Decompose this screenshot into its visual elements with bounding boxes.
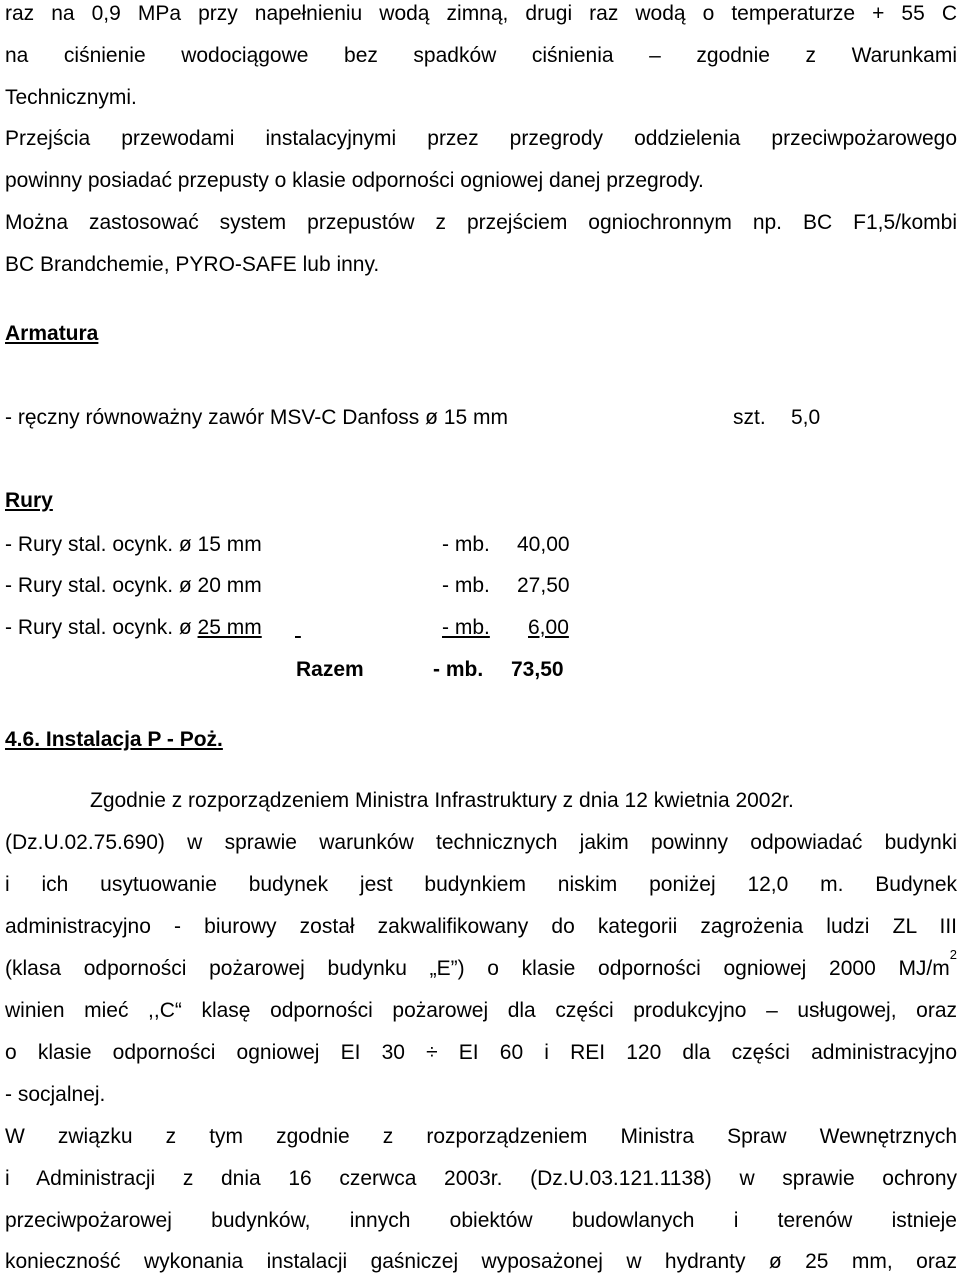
rury-heading: Rury — [5, 489, 53, 512]
body-line-8: - socjalnej. — [5, 1083, 106, 1106]
body-line-4: administracyjno - biurowy został zakwalifikowany do kategorii zagrożenia ludzi ZL III — [5, 915, 957, 938]
rury-row-3-name-b: 25 mm — [197, 616, 262, 639]
rury-row-2-qty: 27,50 — [517, 574, 570, 597]
body-line-10: i Administracji z dnia 16 czerwca 2003r. (Dz.U.03.121.1138) w sprawie ochrony — [5, 1167, 957, 1190]
armatura-unit: szt. — [733, 406, 766, 429]
rury-row-1-qty: 40,00 — [517, 533, 570, 556]
section-heading: 4.6. Instalacja P - Poż. — [5, 728, 223, 751]
body-line-5 — [5, 947, 957, 983]
body-line-9: W związku z tym zgodnie z rozporządzeniem Ministra Spraw Wewnętrznych — [5, 1125, 957, 1148]
rury-total-unit: - mb. — [433, 658, 484, 681]
intro-line-7: BC Brandchemie, PYRO-SAFE lub inny. — [5, 253, 380, 276]
body-line-6: winien mieć ,,C“ klasę odporności pożarowej dla części produkcyjno – usługowej, oraz — [5, 999, 957, 1022]
rury-total-qty: 73,50 — [511, 658, 564, 681]
rury-row-3-qty: 6,00 — [528, 616, 569, 639]
body-line-1: Zgodnie z rozporządzeniem Ministra Infrastruktury z dnia 12 kwietnia 2002r. — [90, 789, 794, 812]
armatura-item: - ręczny równoważny zawór MSV-C Danfoss ø 15 mm — [5, 406, 508, 429]
intro-line-5: powinny posiadać przepusty o klasie odporności ogniowej danej przegrody. — [5, 169, 704, 192]
rury-row-3-name-a: - Rury stal. ocynk. ø — [5, 616, 198, 639]
intro-line-2: na ciśnienie wodociągowe bez spadków ciśnienia – zgodnie z Warunkami — [5, 44, 957, 67]
intro-line-3: Technicznymi. — [5, 86, 137, 109]
rury-row-3-name — [5, 614, 262, 642]
armatura-qty: 5,0 — [791, 406, 821, 429]
rury-row-1-name: - Rury stal. ocynk. ø 15 mm — [5, 533, 262, 556]
rury-row-3-unit-text: - mb. — [442, 616, 490, 639]
rury-row-2-name: - Rury stal. ocynk. ø 20 mm — [5, 574, 262, 597]
body-line-3: i ich usytuowanie budynek jest budynkiem niskim poniżej 12,0 m. Budynek — [5, 873, 957, 896]
intro-line-1: raz na 0,9 MPa przy napełnieniu wodą zimną, drugi raz wodą o temperaturze + 55 C — [5, 2, 957, 25]
intro-line-4: Przejścia przewodami instalacyjnymi przez przegrody oddzielenia przeciwpożarowego — [5, 127, 957, 150]
body-line-2: (Dz.U.02.75.690) w sprawie warunków technicznych jakim powinny odpowiadać budynki — [5, 831, 957, 854]
body-line-12: konieczność wykonania instalacji gaśniczej wyposażonej w hydranty ø 25 mm, oraz — [5, 1250, 957, 1273]
rury-underline-gap — [295, 614, 440, 642]
body-line-5-text: (klasa odporności pożarowej budynku „E”) o klasie odporności ogniowej 2000 MJ/m — [5, 957, 950, 980]
armatura-heading: Armatura — [5, 322, 99, 345]
body-line-7: o klasie odporności ogniowej EI 30 ÷ EI 60 i REI 120 dla części administracyjno — [5, 1041, 957, 1064]
rury-row-3-unit — [442, 614, 516, 642]
body-line-11: przeciwpożarowej budynków, innych obiektów budowlanych i terenów istnieje — [5, 1209, 957, 1232]
rury-total-label: Razem — [296, 658, 364, 681]
superscript-2: 2 — [949, 947, 957, 962]
rury-row-1-unit: - mb. — [442, 533, 490, 556]
rury-row-2-unit: - mb. — [442, 574, 490, 597]
intro-line-6: Można zastosować system przepustów z przejściem ogniochronnym np. BC F1,5/kombi — [5, 211, 957, 234]
